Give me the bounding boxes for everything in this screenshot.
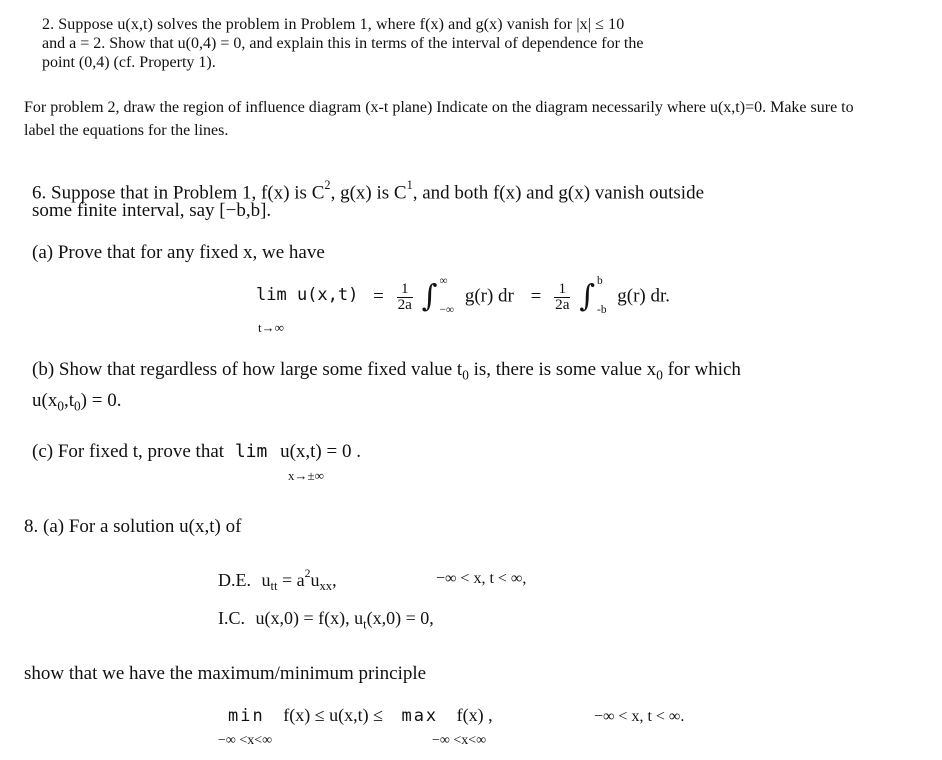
fraction-2-num: 1 (554, 282, 570, 297)
integrand-1: g(r) dr (464, 285, 514, 307)
integral-2-limits (597, 274, 607, 317)
de-d: , (332, 569, 337, 590)
ic-text-b: (x,0) = 0, (366, 608, 434, 628)
limit-eq-1: = (373, 285, 384, 307)
fraction-1-den: 2a (397, 295, 412, 313)
fraction-1 (397, 282, 413, 312)
max-word: max (401, 706, 439, 726)
max-expr: f(x) , (456, 705, 493, 725)
p6b-2a: u(x (32, 390, 58, 411)
p6b-2b: ,t (63, 390, 75, 411)
p6-l1-b: , g(x) is C (330, 182, 407, 204)
min-expr: f(x) ≤ u(x,t) ≤ (283, 705, 383, 725)
de-b-sup: 2 (304, 567, 311, 580)
ic-text-a: u(x,0) = f(x), u (255, 608, 364, 628)
fraction-2 (554, 282, 570, 312)
p6-l1-c: , and both f(x) and g(x) vanish outside (412, 182, 705, 204)
instruction-line-2: label the equations for the lines. (24, 122, 229, 139)
p6b-1a-sub: 0 (462, 367, 469, 383)
p6c-text: (c) For fixed t, prove that (32, 441, 225, 462)
limit-subscript: t→∞ (258, 320, 284, 335)
problem-6-line-2: some finite interval, say [−b,b]. (32, 200, 272, 221)
integrand-2: g(r) dr. (617, 285, 671, 307)
problem-6-part-b-line-1 (32, 359, 741, 384)
p6b-1c: for which (662, 359, 741, 380)
problem-2-line-2: and a = 2. Show that u(0,4) = 0, and explain this in terms of the interval of dependence for the (42, 35, 644, 52)
min-subscript: −∞ <x<∞ (218, 733, 273, 748)
problem-6-part-b-line-2 (32, 390, 121, 415)
integral-1-upper: ∞ (439, 274, 448, 287)
problem-6-part-a: (a) Prove that for any fixed x, we have (32, 242, 325, 263)
de-b: = a (277, 569, 305, 590)
limit-text: lim u(x,t) (256, 284, 359, 305)
limit-eq-2: = (530, 285, 542, 307)
principle (228, 705, 493, 726)
problem-6-part-c (32, 441, 361, 463)
de-label: D.E. (218, 569, 251, 590)
integral-1-lower: −∞ (439, 304, 455, 317)
integral-2-upper: b (597, 274, 603, 287)
de-c-sub: xx (319, 579, 333, 594)
limit-equation (256, 274, 671, 334)
p6b-2a-sub: 0 (57, 398, 64, 414)
integral-sign-1: ∫ (421, 279, 438, 314)
p6b-1a: (b) Show that regardless of how large some fixed value t (32, 359, 463, 380)
p6c-subscript: x→±∞ (288, 468, 324, 483)
integral-2-lower: -b (597, 304, 607, 317)
p6-l1-b-sup: 1 (406, 178, 413, 192)
max-subscript: −∞ <x<∞ (432, 733, 487, 748)
p6b-1b-sub: 0 (656, 367, 663, 383)
principle-domain: −∞ < x, t < ∞. (594, 708, 685, 725)
p6b-2b-sub: 0 (74, 398, 81, 414)
problem-8-line-1: 8. (a) For a solution u(x,t) of (24, 516, 242, 537)
integral-sign-2: ∫ (579, 279, 596, 314)
instruction-line-1: For problem 2, draw the region of influence diagram (x-t plane) Indicate on the diagram necessarily where u(x,t)=0. Make sure to (24, 99, 854, 116)
de-a: u (261, 569, 271, 590)
fraction-2-den: 2a (555, 295, 570, 313)
p6c-rest: u(x,t) = 0 . (280, 441, 361, 462)
p6c-lim: lim (234, 441, 268, 462)
problem-8-show: show that we have the maximum/minimum principle (24, 663, 427, 684)
problem-8-de (218, 567, 337, 594)
problem-8-ic (218, 608, 434, 632)
de-domain: −∞ < x, t < ∞, (436, 570, 527, 587)
de-a-sub: tt (270, 579, 278, 594)
problem-2-line-3: point (0,4) (cf. Property 1). (42, 54, 216, 71)
fraction-1-num: 1 (397, 282, 413, 297)
problem-2-line-1: 2. Suppose u(x,t) solves the problem in Problem 1, where f(x) and g(x) vanish for |x| ≤ 10 (42, 16, 625, 33)
p6-l1-a: 6. Suppose that in Problem 1, f(x) is C (32, 182, 325, 204)
p6b-2c: ) = 0. (80, 390, 122, 411)
min-word: min (228, 706, 265, 726)
p6-l1-a-sup: 2 (324, 178, 331, 192)
ic-text-sub: t (363, 617, 367, 632)
ic-label: I.C. (218, 608, 245, 628)
de-c: u (310, 569, 320, 590)
p6b-1b: is, there is some value x (468, 359, 657, 380)
integral-1-limits (439, 274, 455, 317)
